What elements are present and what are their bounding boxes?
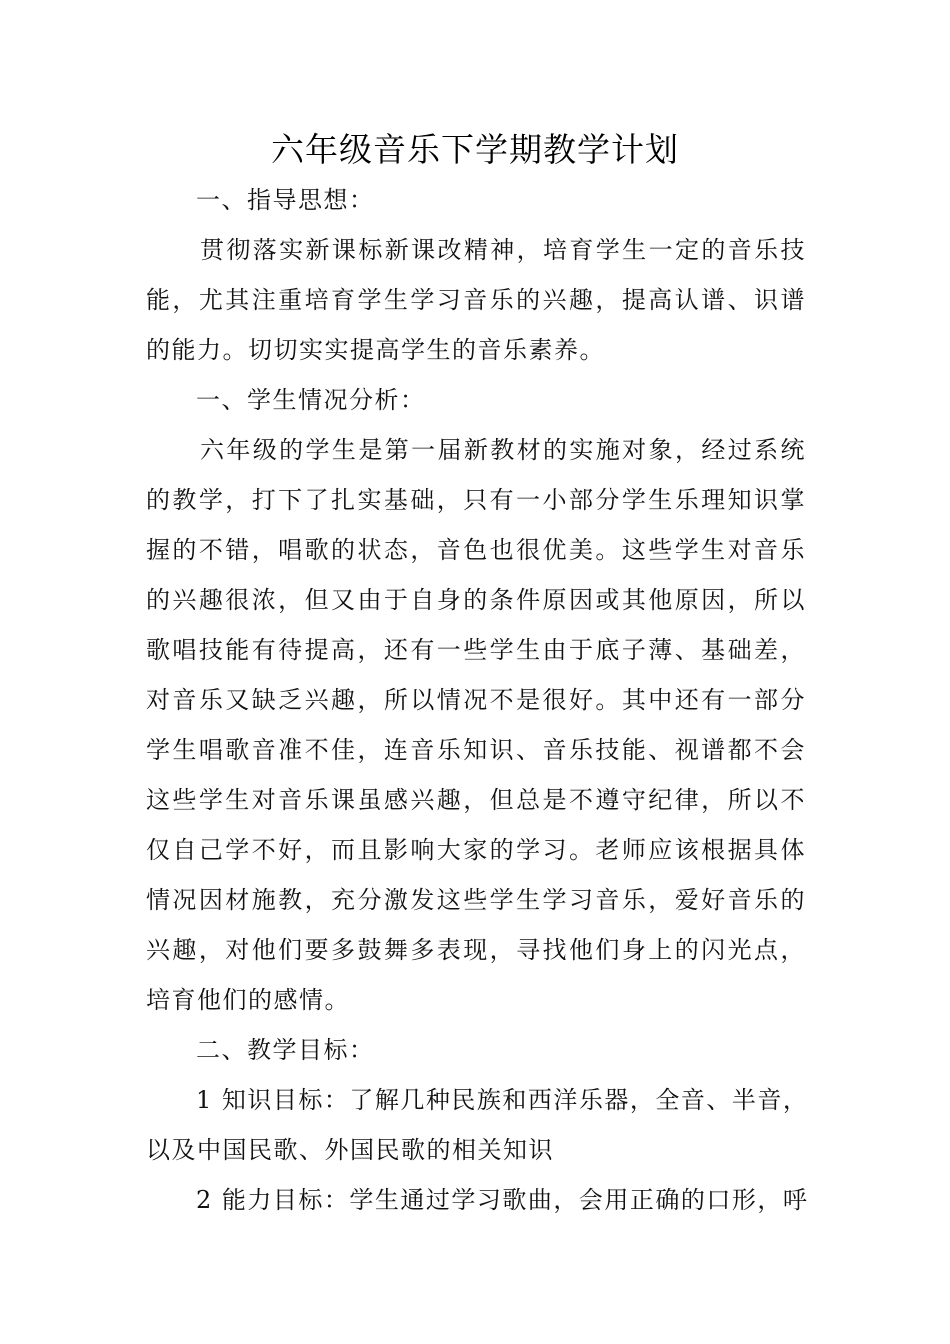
- paragraph-line: 这些学生对音乐课虽感兴趣，但总是不遵守纪律，所以不: [146, 786, 806, 814]
- document-title: 六年级音乐下学期教学计划: [271, 130, 679, 169]
- section-heading-student-analysis: 一、学生情况分析：: [196, 386, 426, 414]
- paragraph-line: 的教学，打下了扎实基础，只有一小部分学生乐理知识掌: [146, 486, 806, 514]
- paragraph-line: 的能力。切切实实提高学生的音乐素养。: [146, 336, 605, 364]
- paragraph-line: 学生唱歌音准不佳，连音乐知识、音乐技能、视谱都不会: [146, 736, 806, 764]
- paragraph-line: 能，尤其注重培育学生学习音乐的兴趣，提高认谱、识谱: [146, 286, 806, 314]
- paragraph-line: 1 知识目标：了解几种民族和西洋乐器，全音、半音，: [196, 1086, 809, 1114]
- paragraph-line: 2 能力目标：学生通过学习歌曲，会用正确的口形，呼: [196, 1186, 809, 1214]
- paragraph-line: 情况因材施教，充分激发这些学生学习音乐，爱好音乐的: [146, 886, 806, 914]
- paragraph-line: 的兴趣很浓，但又由于自身的条件原因或其他原因，所以: [146, 586, 806, 614]
- paragraph-line: 以及中国民歌、外国民歌的相关知识: [146, 1136, 554, 1164]
- paragraph-line: 六年级的学生是第一届新教材的实施对象，经过系统: [200, 436, 806, 464]
- paragraph-line: 培育他们的感情。: [146, 986, 350, 1014]
- paragraph-line: 仅自己学不好，而且影响大家的学习。老师应该根据具体: [146, 836, 806, 864]
- paragraph-line: 兴趣，对他们要多鼓舞多表现，寻找他们身上的闪光点，: [146, 936, 806, 964]
- section-heading-guiding-thought: 一、指导思想：: [196, 186, 375, 214]
- paragraph-line: 歌唱技能有待提高，还有一些学生由于底子薄、基础差，: [146, 636, 806, 664]
- paragraph-line: 贯彻落实新课标新课改精神，培育学生一定的音乐技: [200, 236, 806, 264]
- paragraph-line: 握的不错，唱歌的状态，音色也很优美。这些学生对音乐: [146, 536, 806, 564]
- paragraph-line: 对音乐又缺乏兴趣，所以情况不是很好。其中还有一部分: [146, 686, 806, 714]
- section-heading-teaching-goals: 二、教学目标：: [196, 1036, 375, 1064]
